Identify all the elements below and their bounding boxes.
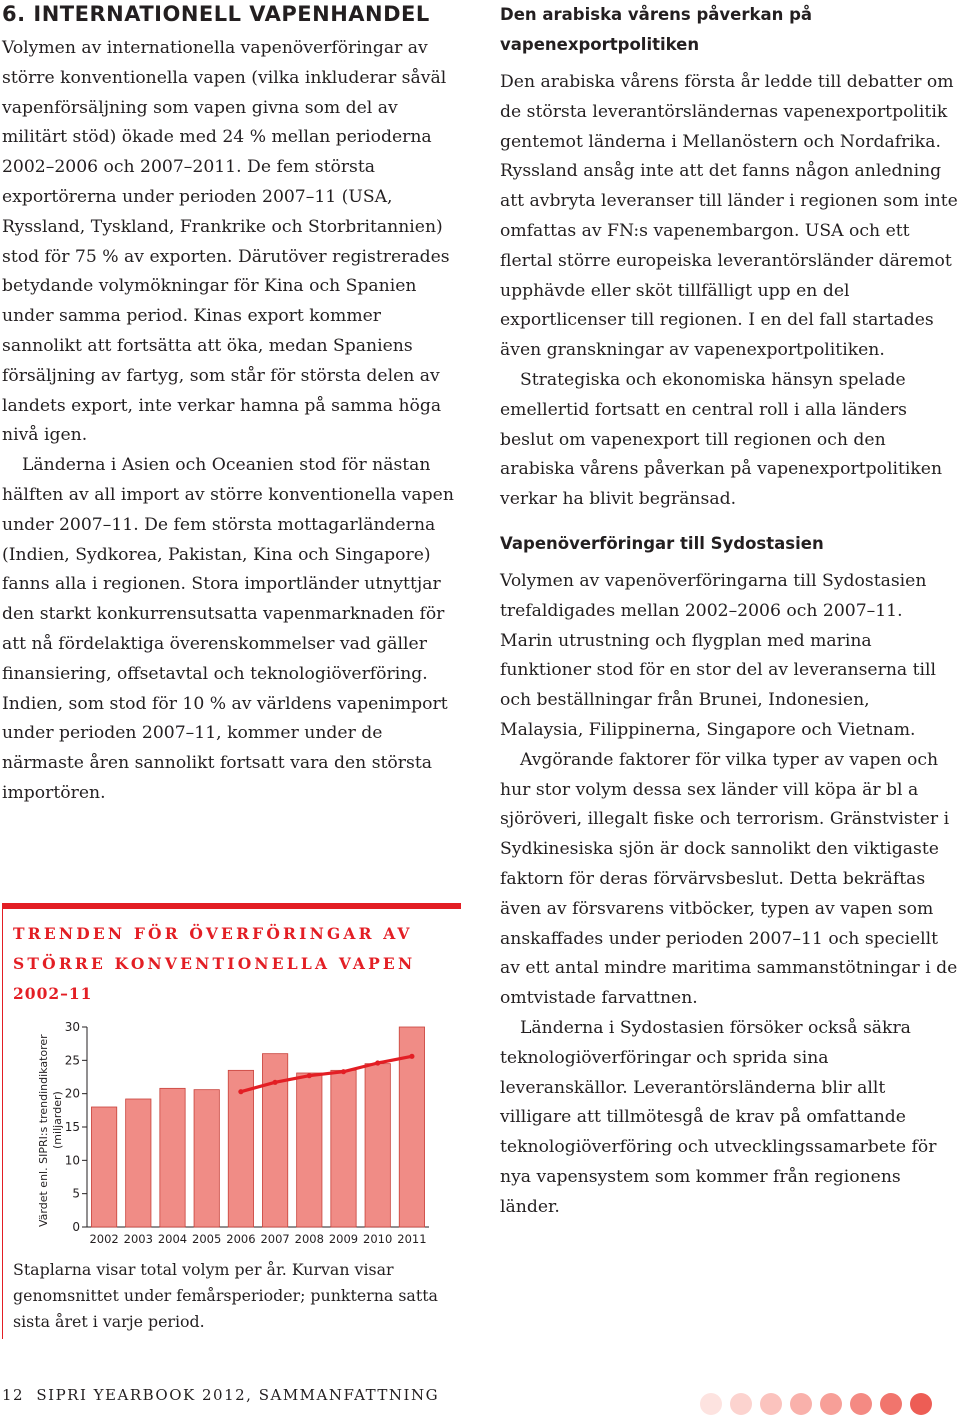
x-tick-label: 2005 xyxy=(192,1232,222,1246)
y-tick-label: 5 xyxy=(72,1186,80,1201)
publication-name: SIPRI YEARBOOK 2012, SAMMANFATTNING xyxy=(36,1386,440,1404)
x-tick-label: 2006 xyxy=(226,1232,256,1246)
y-tick-label: 25 xyxy=(64,1053,80,1068)
decorative-dot xyxy=(910,1393,932,1415)
bar xyxy=(160,1088,185,1227)
trend-point xyxy=(238,1089,243,1094)
x-tick-label: 2007 xyxy=(260,1232,290,1246)
bar xyxy=(126,1099,151,1227)
body-paragraph: Volymen av vapenöverföringarna till Sydostasien trefaldigades mellan 2002–2006 och 2007–11. Marin utrustning och flygplan med marina funktioner stod för en stor del av leveranserna till och beställningar från Brunei, Indonesien, Malaysia, Filippinerna, Singapore och Vietnam. xyxy=(500,570,936,740)
trend-point xyxy=(341,1069,346,1074)
trend-point xyxy=(307,1073,312,1078)
subsection-heading: Den arabiska vårens påverkan på vapenexportpolitiken xyxy=(500,5,813,54)
x-tick-label: 2004 xyxy=(157,1232,188,1246)
bar xyxy=(365,1064,390,1227)
x-tick-label: 2002 xyxy=(89,1232,119,1246)
left-column xyxy=(2,0,460,809)
bar xyxy=(91,1107,116,1227)
body-paragraph: Länderna i Sydostasien försöker också säkra teknologiöverföringar och sprida sina leveranskällor. Leverantörsländerna blir allt villigare att tillmötesgå de krav på omfattande teknologiöverföring och utvecklingssamarbete för nya vapensystem som kommer från regionens länder. xyxy=(500,1017,937,1217)
trend-point xyxy=(409,1054,414,1059)
decorative-dot xyxy=(760,1393,782,1415)
decorative-dot xyxy=(850,1393,872,1415)
decorative-dot xyxy=(880,1393,902,1415)
decorative-dots xyxy=(700,1393,958,1417)
body-paragraph: Länderna i Asien och Oceanien stod för nästan hälften av all import av större konventionella vapen under 2007–11. De fem största mottagarländerna (Indien, Sydkorea, Pakistan, Kina och Singapore) fanns alla i regionen. Stora importländer utnyttjar den starkt konkurrensutsatta vapenmarknaden för att nå fördelaktiga överenskommelser vad gäller finansiering, offsetavtal och teknologiöverföring. Indien, som stod för 10 % av världens vapenimport under perioden 2007–11, kommer under de närmaste åren sannolikt fortsatt vara den största importören. xyxy=(2,455,454,803)
body-paragraph: Volymen av internationella vapenöverföringar av större konventionella vapen (vilka inkluderar såväl vapenförsäljning som vapen givna som del av militärt stöd) ökade med 24 % mellan perioderna 2002–2006 och 2007–2011. De fem största exportörerna under perioden 2007–11 (USA, Ryssland, Tyskland, Frankrike och Storbritannien) stod för 75 % av exporten. Därutöver registrerades betydande volymökningar för Kina och Spanien under samma period. Kinas export kommer sannolikt att fortsätta att öka, medan Spaniens försäljning av fartyg, som står för största delen av landets export, inte verkar hamna på samma höga nivå igen. xyxy=(2,38,450,446)
y-axis-label: Värdet enl. SIPRI:s trendindikatorer xyxy=(37,1034,50,1227)
bar xyxy=(297,1073,322,1227)
body-paragraph: Den arabiska vårens första år ledde till debatter om de största leverantörsländernas vapenexportpolitik gentemot länderna i Mellanöstern och Nordafrika. Ryssland ansåg inte att det fanns någon anledning att avbryta leveranser till länder i regionen som inte omfattas av FN:s vapenembargon. USA och ett flertal större europeiska leverantörsländer däremot upphävde eller sköt tillfälligt upp en del exportlicenser till regionen. I en del fall startades även granskningar av vapenexportpolitiken. xyxy=(500,72,958,361)
section-heading: 6. INTERNATIONELL VAPENHANDEL xyxy=(2,2,430,26)
y-tick-label: 15 xyxy=(64,1120,80,1134)
y-axis-label: (miljarder) xyxy=(51,1091,64,1149)
subsection-heading: Vapenöverföringar till Sydostasien xyxy=(500,533,824,553)
page-footer xyxy=(2,1386,439,1404)
chart-box xyxy=(2,903,461,1339)
x-tick-label: 2010 xyxy=(363,1232,393,1246)
right-column xyxy=(500,0,958,1222)
chart-title-line: TRENDEN FÖR ÖVERFÖRINGAR AV xyxy=(13,924,413,943)
trend-point xyxy=(375,1060,380,1065)
chart-title-years: 2002–11 xyxy=(13,984,93,1003)
page-number: 12 xyxy=(2,1386,25,1404)
body-paragraph: Strategiska och ekonomiska hänsyn spelade emellertid fortsatt en central roll i alla länders beslut om vapenexport till regionen och den arabiska vårens påverkan på vapenexportpolitiken verkar ha blivit begränsad. xyxy=(500,369,943,510)
y-tick-label: 20 xyxy=(64,1086,80,1101)
decorative-dot xyxy=(730,1393,752,1415)
decorative-dot xyxy=(700,1393,722,1415)
x-tick-label: 2009 xyxy=(328,1232,359,1246)
decorative-dot xyxy=(820,1393,842,1415)
x-tick-label: 2003 xyxy=(123,1232,153,1246)
trend-point xyxy=(273,1080,278,1085)
chart-title-line: STÖRRE KONVENTIONELLA VAPEN xyxy=(13,954,416,973)
bar-chart xyxy=(3,1017,459,1257)
y-tick-label: 10 xyxy=(64,1153,80,1168)
body-paragraph: Avgörande faktorer för vilka typer av vapen och hur stor volym dessa sex länder vill köpa är bl a sjöröveri, illegalt fiske och terrorism. Gränstvister i Sydkinesiska sjön är dock sannolikt den viktigaste faktorn för deras förvärvsbeslut. Detta bekräftas även av försvarens vitböcker, typen av vapen som anskaffades under perioden 2007–11 och speciellt av ett antal mindre maritima sammanstötningar i de omtvistade farvattnen. xyxy=(500,749,958,1009)
y-tick-label: 30 xyxy=(64,1020,80,1034)
bar xyxy=(331,1070,356,1227)
y-tick-label: 0 xyxy=(72,1220,80,1234)
x-tick-label: 2011 xyxy=(397,1232,427,1246)
chart-caption: Staplarna visar total volym per år. Kurvan visar genomsnittet under femårsperioder; punkterna satta sista året i varje period. xyxy=(13,1260,438,1331)
chart-title xyxy=(13,919,443,1009)
bar xyxy=(194,1090,219,1227)
decorative-dot xyxy=(790,1393,812,1415)
x-tick-label: 2008 xyxy=(294,1232,324,1246)
